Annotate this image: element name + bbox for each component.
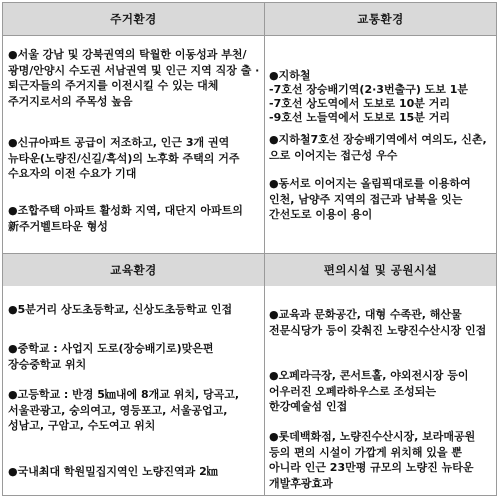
info-table xyxy=(2,2,497,496)
education-content xyxy=(8,286,260,495)
list-item: ●지하철 xyxy=(269,69,311,82)
list-item: ●동서로 이어지는 올림픽대로를 이용하여 인천, 남양주 지역의 접근과 남북을 잇는 간선도로 이용이 용이 xyxy=(269,177,471,221)
column-divider xyxy=(264,3,265,495)
list-item: ●서울 강남 및 강북권역의 탁월한 이동성과 부천/광명/안양시 수도권 서남권역 및 인근 지역 직장 출 · 퇴근자들의 주거지를 이전시킬 수 있는 대체 주거지로서의 주목성 높음 xyxy=(8,48,260,108)
list-item: ●신규아파트 공급이 저조하고, 인근 3개 권역 뉴타운(노량진/신길/흑석)의 노후화 주택의 거주 수요자의 이전 수요가 기대 xyxy=(8,136,240,180)
list-item: ●롯데백화점, 노량진수산시장, 보라매공원 등의 편의 시설이 가깝게 위치해 있을 뿐 아니라 인근 23만평 규모의 노량진 뉴타운 개발후광효과 xyxy=(269,430,476,490)
list-item: ●국내최대 학원밀집지역인 노량진역과 2㎞ xyxy=(8,465,218,478)
list-item: -9호선 노들역에서 도보로 15분 거리 xyxy=(269,111,450,124)
list-item: -7호선 장승배기역(2·3번출구) 도보 1분 xyxy=(269,83,469,96)
housing-content xyxy=(8,36,260,253)
list-item: ●중학교 : 사업지 도로(장승배기로)맞은편 장승중학교 위치 xyxy=(8,342,214,371)
section-header-transport: 교통환경 xyxy=(265,3,496,35)
list-item: ●조합주택 아파트 활성화 지역, 대단지 아파트의 新주거벨트타운 형성 xyxy=(8,204,243,233)
list-item: ●교육과 문화공간, 대형 수족관, 해산물 전문식당가 등이 갖춰진 노량진수산시장 인접 xyxy=(269,308,487,337)
list-item: ●지하철7호선 장승배기역에서 여의도, 신촌, 으로 이어지는 접근성 우수 xyxy=(269,133,487,162)
section-header-amenities: 편의시설 및 공원시설 xyxy=(265,254,496,286)
list-item: ●고등학교 : 반경 5㎞내에 8개교 위치, 당곡고, 서울관광고, 숭의여고, 영등포고, 서울공업고, 성남고, 구암고, 수도여고 위치 xyxy=(8,388,240,432)
section-header-education: 교육환경 xyxy=(3,254,264,286)
list-item: -7호선 상도역에서 도보로 10분 거리 xyxy=(269,97,450,110)
section-header-housing: 주거환경 xyxy=(3,3,264,35)
amenities-content xyxy=(269,286,491,495)
list-item: ●5분거리 상도초등학교, 신상도초등학교 인접 xyxy=(8,303,233,316)
list-item: ●오페라극장, 콘서트홀, 야외전시장 등이 어우러진 오페라하우스로 조성되는 한강예술섬 인접 xyxy=(269,369,469,413)
transport-content xyxy=(269,36,491,253)
